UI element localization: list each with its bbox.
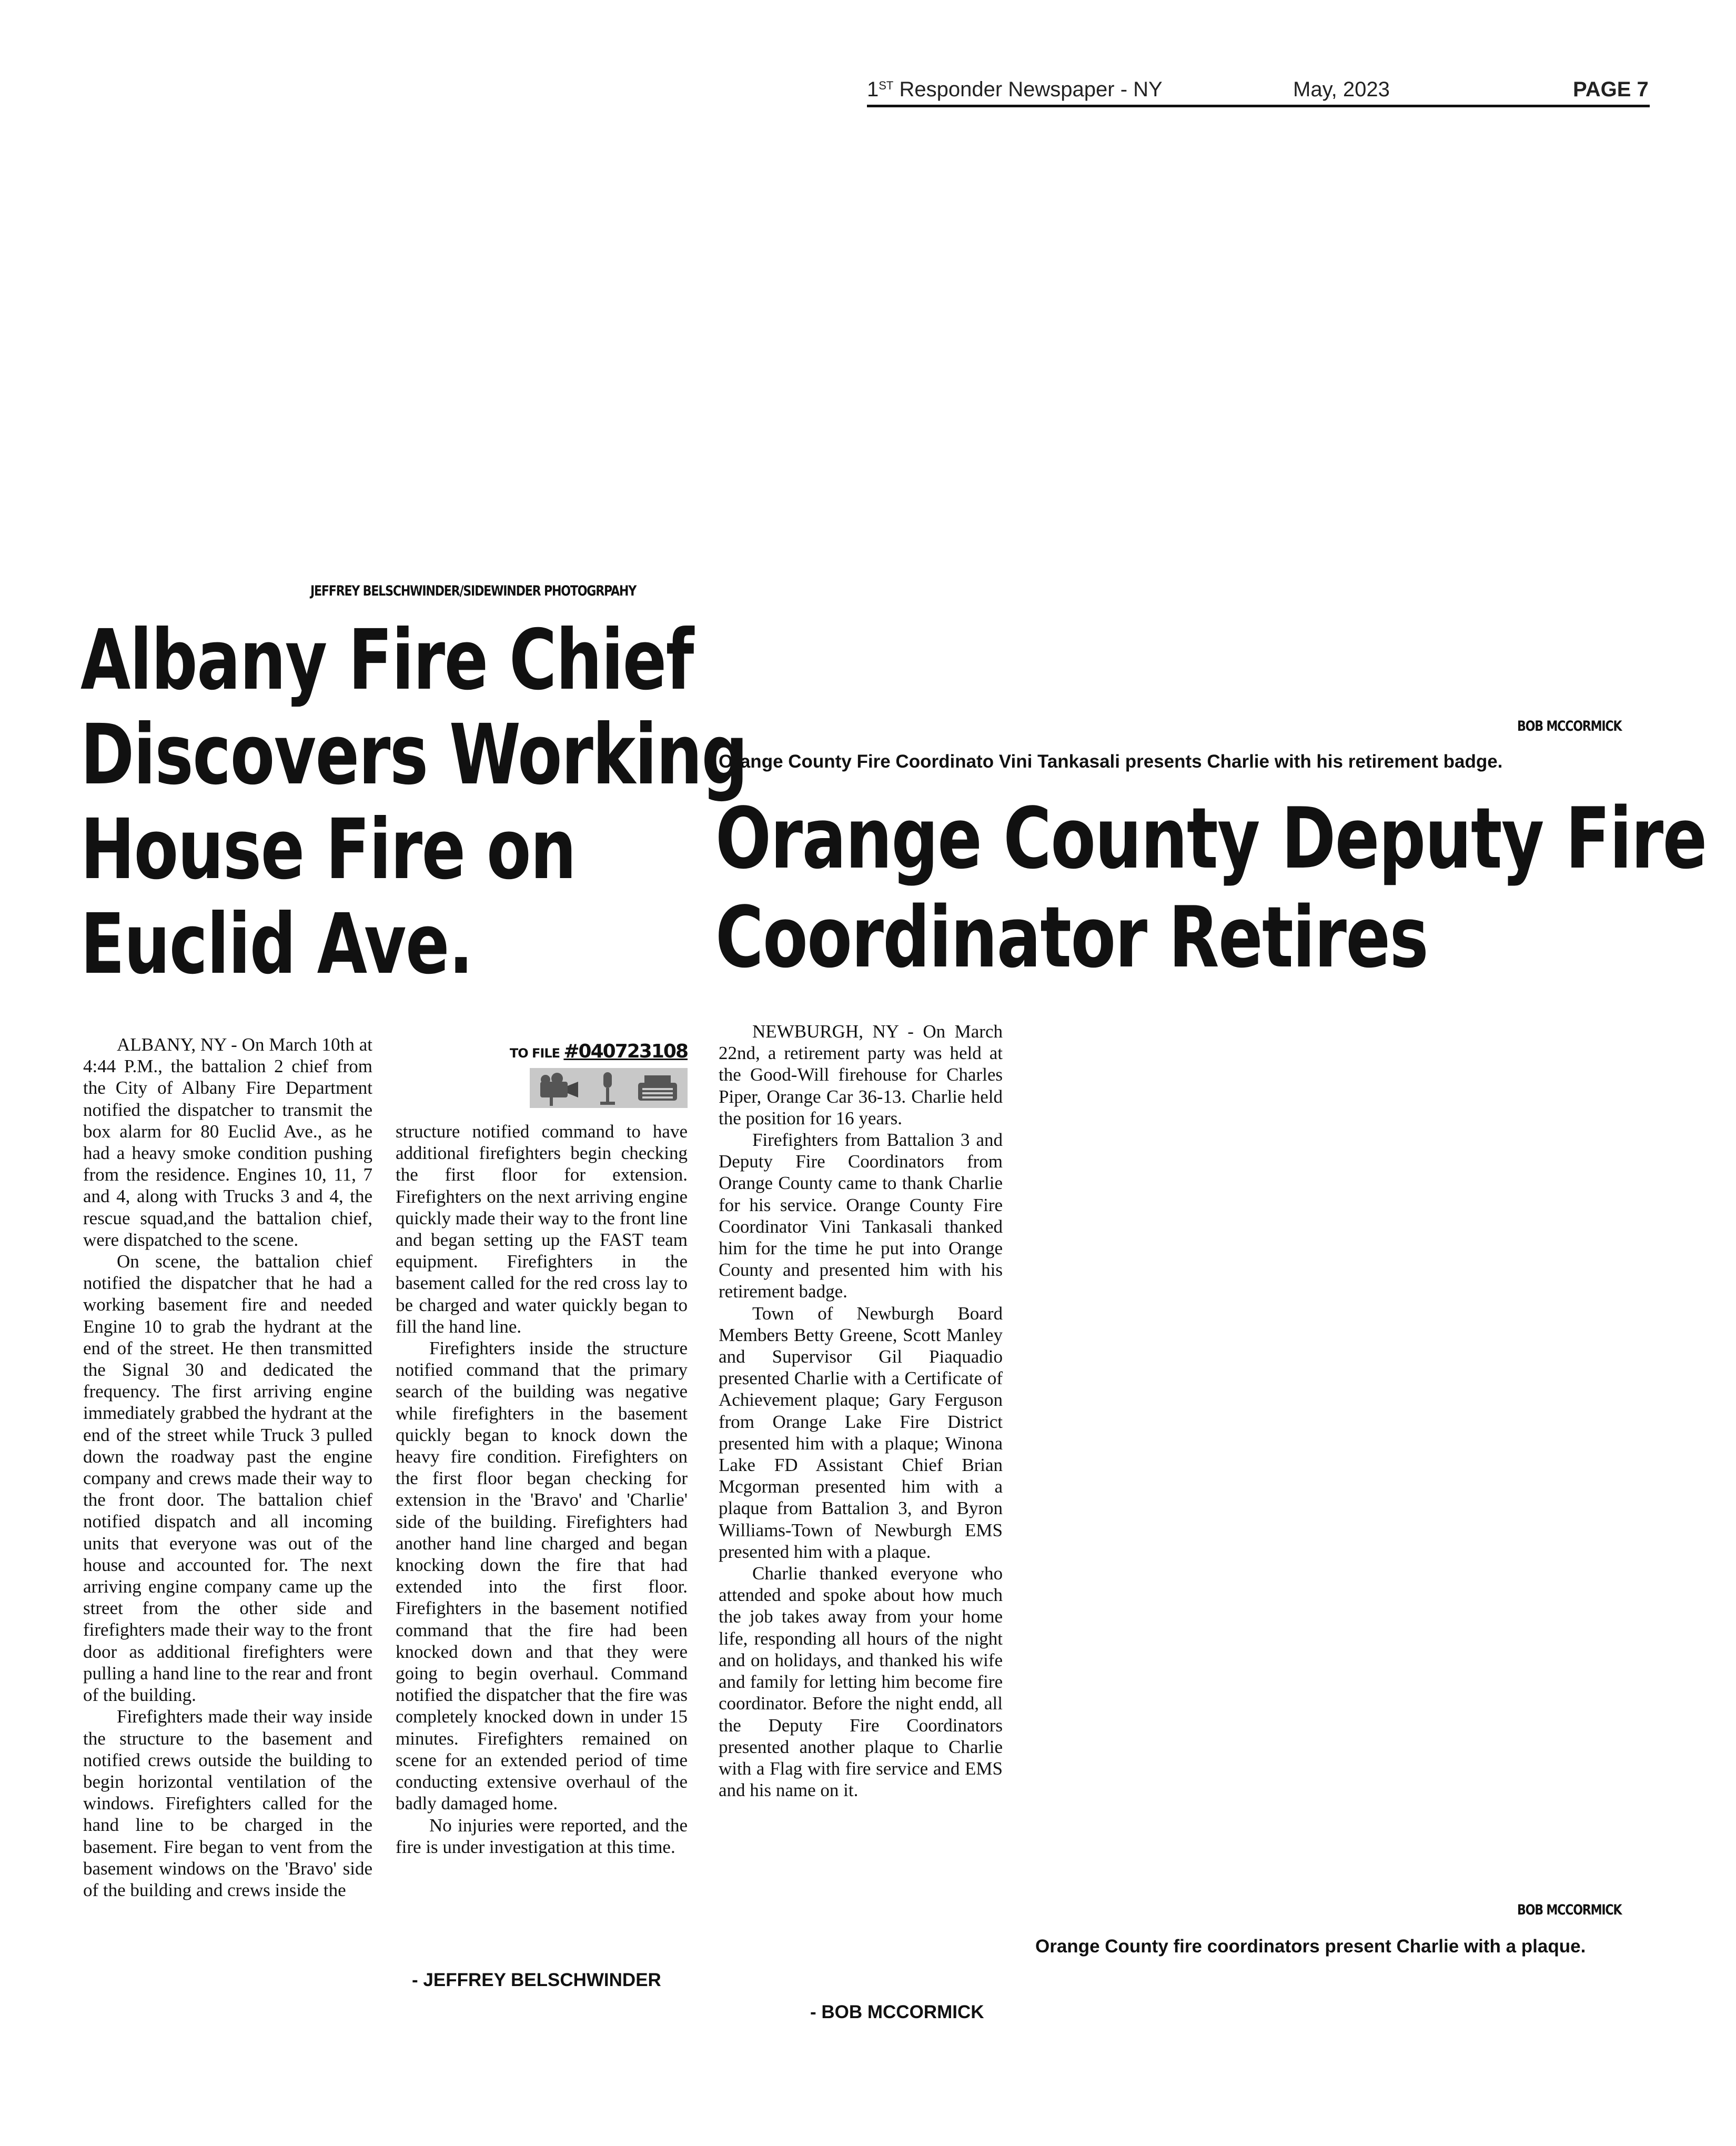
headline-line: Discovers Working — [80, 707, 748, 803]
article-column-1 — [83, 1034, 372, 1901]
photo-credit-left: JEFFREY BELSCHWINDER/SIDEWINDER PHOTOGRPAHY — [310, 583, 637, 599]
header-rule — [867, 105, 1650, 107]
masthead-number: 1 — [867, 78, 879, 101]
typewriter-icon — [638, 1075, 677, 1101]
headline-line: Orange County Deputy Fire — [715, 789, 1707, 888]
video-camera-icon — [540, 1073, 578, 1106]
microphone-icon — [600, 1072, 615, 1105]
paragraph: NEWBURGH, NY - On March 22nd, a retirement party was held at the Good-Will firehouse for Charles Piper, Orange Car 36-13. Charlie held the position for 16 years. — [719, 1021, 1003, 1129]
photo-credit-right-bottom: BOB MCCORMICK — [1517, 1902, 1622, 1918]
headline-line: Albany Fire Chief — [80, 612, 693, 709]
file-icons-box — [530, 1068, 688, 1108]
byline-left: - JEFFREY BELSCHWINDER — [412, 1970, 661, 1990]
article-column-2 — [396, 1121, 688, 1858]
headline-line: Euclid Ave. — [80, 896, 473, 993]
paragraph: structure notified command to have additional firefighters begin checking the first floor for extension. Firefighters on the next arriving engine quickly made their way to the front line and began setting up the FAST team equipment. Firefighters in the basement called for the red cross lay to be charged and water quickly began to fill the hand line. — [396, 1121, 688, 1337]
article-column-3 — [719, 1021, 1003, 1801]
photo-credit-right-top: BOB MCCORMICK — [1517, 718, 1622, 734]
paragraph: No injuries were reported, and the fire is under investigation at this time. — [396, 1815, 688, 1857]
paragraph: ALBANY, NY - On March 10th at 4:44 P.M., the battalion 2 chief from the City of Albany Fire Department notified the dispatcher to transmit the box alarm for 80 Euclid Ave., as he had a heavy smoke condition pushing from the residence. Engines 10, 11, 7 and 4, along with Trucks 3 and 4, the rescue squad,and the battalion chief, were dispatched to the scene. — [83, 1034, 372, 1250]
to-file-prefix: TO FILE — [509, 1046, 564, 1061]
issue-date: May, 2023 — [1293, 78, 1390, 101]
paragraph: Firefighters made their way inside the structure to the basement and notified crews outside the building to begin horizontal ventilation of the windows. Firefighters called for the hand line to be charged in the basement. Fire began to vent from the basement windows on the 'Bravo' side of the building and crews inside the — [83, 1706, 372, 1900]
to-file-label — [510, 1041, 688, 1062]
paragraph: Charlie thanked everyone who attended and spoke about how much the job takes away from your home life, responding all hours of the night and on holidays, and thanked his wife and family for letting him become fire coordinator. Before the night endd, all the Deputy Fire Coordinators presented another plaque to Charlie with a Flag with fire service and EMS and his name on it. — [719, 1563, 1003, 1801]
photo-caption-top: Orange County Fire Coordinato Vini Tankasali presents Charlie with his retirement badge. — [719, 751, 1503, 772]
masthead — [867, 78, 1163, 102]
byline-right: - BOB MCCORMICK — [810, 2002, 984, 2022]
masthead-title: Responder Newspaper - NY — [893, 78, 1163, 101]
headline-orange-county — [715, 789, 1707, 987]
page-number: PAGE 7 — [1573, 78, 1649, 101]
masthead-superscript: ST — [879, 79, 894, 92]
headline-line: House Fire on — [80, 801, 576, 898]
photo-caption-bottom: Orange County fire coordinators present Charlie with a plaque. — [1035, 1936, 1586, 1957]
paragraph: On scene, the battalion chief notified the dispatcher that he had a working basement fire and needed Engine 10 to grab the hydrant at the end of the street. He then transmitted the Signal 30 and dedicated the frequency. The first arriving engine immediately grabbed the hydrant at the end of the street while Truck 3 pulled down the roadway past the engine company and crews made their way to the front door. The battalion chief notified dispatch and all incoming units that everyone was out of the house and accounted for. The next arriving engine company came up the street from the other side and firefighters made their way to the front door as additional firefighters were pulling a hand line to the rear and front of the building. — [83, 1251, 372, 1706]
to-file-number: #040723108 — [563, 1041, 688, 1062]
to-file-badge — [509, 1041, 688, 1108]
paragraph: Town of Newburgh Board Members Betty Greene, Scott Manley and Supervisor Gil Piaquadio presented Charlie with a Certificate of Achievement plaque; Gary Ferguson from Orange Lake Fire District presented him with a plaque; Winona Lake FD Assistant Chief Brian Mcgorman presented him with a plaque from Battalion 3, and Byron Williams-Town of Newburgh EMS presented him with a plaque. — [719, 1303, 1003, 1562]
paragraph: Firefighters inside the structure notified command that the primary search of the building was negative while firefighters in the basement quickly began to knock down the heavy fire condition. Firefighters on the first floor began checking for extension in the 'Bravo' and 'Charlie' side of the building. Firefighters had another hand line charged and began knocking down the fire that had extended into the first floor. Firefighters in the basement notified command that the fire had been knocked down and that they were going to begin overhaul. Command notified the dispatcher that the fire was completely knocked down in under 15 minutes. Firefighters remained on scene for an extended period of time conducting extensive overhaul of the badly damaged home. — [396, 1338, 688, 1814]
headline-albany — [80, 613, 747, 992]
headline-line: Coordinator Retires — [715, 888, 1428, 986]
paragraph: Firefighters from Battalion 3 and Deputy Fire Coordinators from Orange County came to thank Charlie for his service. Orange County Fire Coordinator Vini Tankasali thanked him for the time he put into Orange County and presented him with his retirement badge. — [719, 1130, 1003, 1302]
